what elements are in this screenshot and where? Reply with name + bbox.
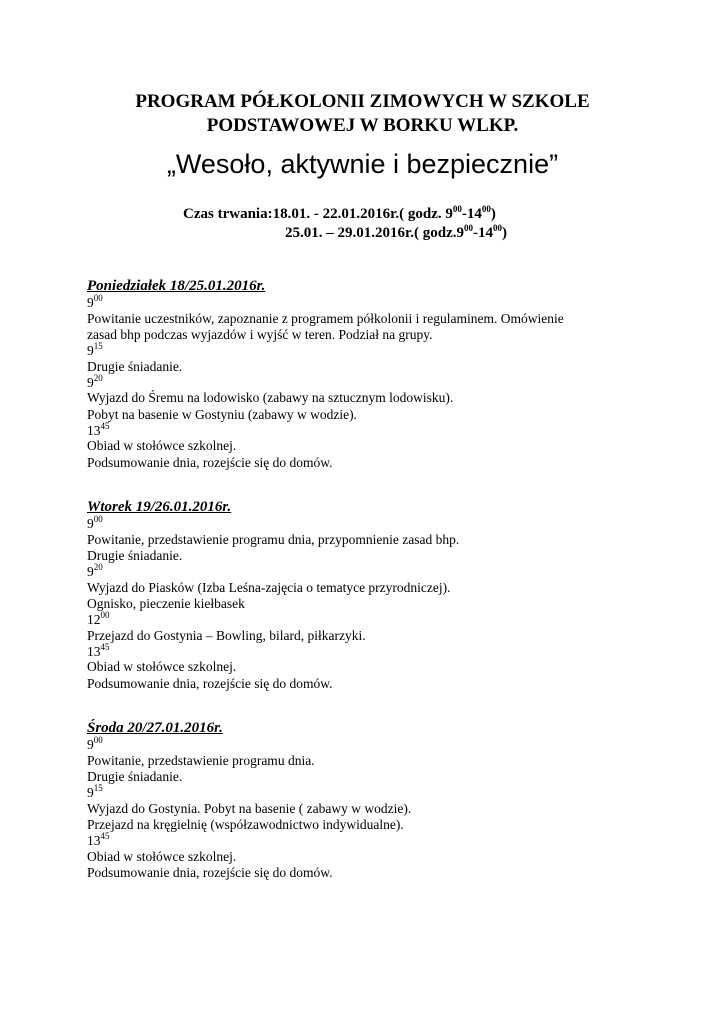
duration-line-2 xyxy=(285,224,507,242)
hour-end: 14 xyxy=(466,206,482,222)
entry-text: Podsumowanie dnia, rozejście się do domów. xyxy=(87,864,333,880)
entry-time xyxy=(87,564,687,580)
entry-hour: 9 xyxy=(87,564,94,580)
entry-minutes: 45 xyxy=(100,420,110,431)
entry-time xyxy=(87,833,687,849)
entry-time xyxy=(87,641,687,660)
duration-range-1: 18.01. - 22.01.2016r.( godz. xyxy=(272,206,446,222)
duration-line-1 xyxy=(183,205,496,223)
entry-time xyxy=(87,372,687,391)
entry-hour: 9 xyxy=(87,785,94,801)
entry-text: Wyjazd do Gostynia. Pobyt na basenie ( zabawy w wodzie). xyxy=(87,800,412,816)
duration-range-2: 25.01. – 29.01.2016r.( godz. xyxy=(285,225,457,241)
entry-hour: 9 xyxy=(87,737,94,752)
entry-text: Przejazd na kręgielnię (współzawodnictwo indywidualne). xyxy=(87,816,404,832)
hour-end-min: 00 xyxy=(481,204,491,214)
entry-text: Przejazd do Gostynia – Bowling, bilard, piłkarzyki. xyxy=(87,627,366,643)
entry-time xyxy=(87,295,687,311)
entry-text: Obiad w stołówce szkolnej. xyxy=(87,848,237,864)
entry-minutes: 15 xyxy=(93,341,103,352)
entry-time xyxy=(87,516,687,532)
entry-text: Powitanie, przedstawienie programu dnia, przypomnienie zasad bhp. xyxy=(87,531,460,547)
entry-hour: 9 xyxy=(87,343,94,359)
entry-time xyxy=(87,737,687,753)
title-line-1: PROGRAM PÓŁKOLONII ZIMOWYCH W SZKOLE xyxy=(135,91,590,112)
close-paren: ) xyxy=(490,206,496,222)
entry-text: Obiad w stołówce szkolnej. xyxy=(87,659,237,675)
entry-minutes: 45 xyxy=(100,641,110,652)
title-line-2: PODSTAWOWEJ W BORKU WLKP. xyxy=(206,115,519,136)
entry-hour: 9 xyxy=(87,295,94,310)
entry-minutes: 45 xyxy=(100,831,110,842)
entry-text: Powitanie uczestników, zapoznanie z programem półkolonii i regulaminem. Omówienie xyxy=(87,310,564,326)
entry-hour: 13 xyxy=(87,833,101,849)
entry-minutes: 00 xyxy=(93,293,103,303)
entry-hour: 9 xyxy=(87,374,94,390)
close-paren: ) xyxy=(502,225,508,241)
entry-hour: 13 xyxy=(87,643,101,659)
entry-time xyxy=(87,420,687,439)
entry-text: Podsumowanie dnia, rozejście się do domów. xyxy=(87,675,333,691)
entry-minutes: 00 xyxy=(93,514,103,524)
entry-text: zasad bhp podczas wyjazdów i wyjść w teren. Podział na grupy. xyxy=(87,326,433,342)
day-section xyxy=(87,498,687,692)
entry-hour: 9 xyxy=(87,516,94,531)
hour-start: 9 xyxy=(445,206,453,222)
entry-hour: 13 xyxy=(87,422,101,438)
dash: - xyxy=(461,206,467,222)
entry-text: Drugie śniadanie. xyxy=(87,768,183,784)
hour-end: 14 xyxy=(478,225,494,241)
entry-text: Wyjazd do Śremu na lodowisko (zabawy na sztucznym lodowisku). xyxy=(87,390,454,406)
day-title: Wtorek 19/26.01.2016r. xyxy=(87,499,232,515)
entry-text: Drugie śniadanie. xyxy=(87,358,183,374)
entry-text: Powitanie, przedstawienie programu dnia. xyxy=(87,752,315,768)
document-title xyxy=(60,90,665,138)
entry-time xyxy=(87,612,687,628)
day-section xyxy=(87,277,687,471)
entry-text: Podsumowanie dnia, rozejście się do domów. xyxy=(87,454,333,470)
entry-minutes: 00 xyxy=(93,735,103,745)
entry-minutes: 15 xyxy=(93,783,103,794)
duration-label: Czas trwania: xyxy=(183,206,273,222)
entry-text: Obiad w stołówce szkolnej. xyxy=(87,438,237,454)
program-motto: „Wesoło, aktywnie i bezpiecznie” xyxy=(166,149,559,179)
dash: - xyxy=(473,225,479,241)
entry-text: Ognisko, pieczenie kiełbasek xyxy=(87,595,245,611)
day-title: Środa 20/27.01.2016r. xyxy=(87,720,223,736)
entry-text: Drugie śniadanie. xyxy=(87,547,183,563)
day-title: Poniedziałek 18/25.01.2016r. xyxy=(87,278,266,294)
hour-end-min: 00 xyxy=(493,223,503,233)
entry-hour: 12 xyxy=(87,612,101,628)
hour-start-min: 00 xyxy=(464,223,474,233)
hour-start: 9 xyxy=(456,225,465,241)
entry-text: Pobyt na basenie w Gostyniu (zabawy w wodzie). xyxy=(87,406,357,422)
entry-time xyxy=(87,343,687,359)
entry-minutes: 20 xyxy=(93,562,103,573)
day-section xyxy=(87,719,687,881)
entry-text: Wyjazd do Piasków (Izba Leśna-zajęcia o tematyce przyrodniczej). xyxy=(87,579,451,595)
entry-time xyxy=(87,785,687,801)
entry-minutes: 00 xyxy=(100,610,110,621)
hour-start-min: 00 xyxy=(452,204,462,214)
entry-minutes: 20 xyxy=(93,372,103,383)
